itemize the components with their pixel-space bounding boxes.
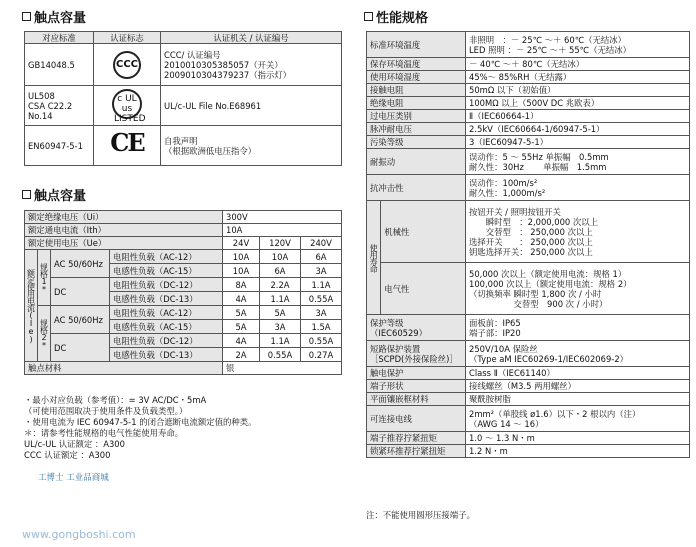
cert-line: CCC/ 认证编号 bbox=[164, 49, 221, 60]
value-cell: 2A bbox=[223, 348, 260, 362]
spec-line: 端子部：IP20 bbox=[469, 327, 521, 338]
spec-value: 1.2 N・m bbox=[466, 445, 690, 458]
spec-line: 选择开关 ： 250,000 次以上 bbox=[469, 236, 593, 247]
spec-line: （Type aM IEC60269-1/IEC602069-2） bbox=[469, 353, 629, 364]
spec-line: （切换频率 瞬时型 1,800 次 / 小时 bbox=[469, 288, 602, 299]
cert-header-mark: 认证标志 bbox=[94, 32, 161, 44]
spec-value: 45%～ 85%RH（无结露） bbox=[466, 71, 690, 84]
spec-value: 2.5kV（IEC60664-1/60947-5-1） bbox=[466, 123, 690, 136]
square-bullet-icon bbox=[22, 190, 31, 199]
dc-label: DC bbox=[51, 278, 110, 306]
load-type: 电阻性负载（AC-12） bbox=[110, 306, 223, 320]
value-cell: 10A bbox=[223, 264, 260, 278]
cert-row bbox=[25, 44, 342, 86]
rated-voltage-label: 额定使用电压（Ue） bbox=[25, 237, 223, 250]
spec-key: 过电压类别 bbox=[367, 110, 466, 123]
load-type: 电感性负载（DC-13） bbox=[110, 292, 223, 306]
spec-key: 耐振动 bbox=[367, 149, 466, 175]
ul-listed-mark-icon: c UL us LISTED bbox=[112, 89, 142, 119]
spec-value: 50mΩ 以下（初始值） bbox=[466, 84, 690, 97]
spec-key: 锁紧环推荐拧紧扭矩 bbox=[367, 445, 466, 458]
spec-key: 保护等级 bbox=[370, 317, 404, 328]
cert-line: 2010010305385057（开关） bbox=[164, 59, 283, 70]
voltage-24: 24V bbox=[223, 237, 260, 250]
spec-key: 绝缘电阻 bbox=[367, 97, 466, 110]
spec-value: 接线螺丝（M3.5 两用螺丝） bbox=[466, 380, 690, 393]
spec-key: 端子推荐拧紧扭矩 bbox=[367, 432, 466, 445]
value-cell: 1.1A bbox=[301, 278, 342, 292]
value-cell: 6A bbox=[301, 250, 342, 264]
cert-header-org: 认证机关 / 认证编号 bbox=[161, 32, 342, 44]
spec-line: 100,000 次以上（额定使用电流：规格 2） bbox=[469, 278, 632, 289]
spec-line: 交替型 ： 250,000 次以上 bbox=[469, 226, 593, 237]
section-title-contact-capacity bbox=[22, 7, 86, 26]
footnote: 注：不能使用圆形压接端子。 bbox=[366, 510, 475, 520]
spec-key: 污染等级 bbox=[367, 136, 466, 149]
value-cell: 6A bbox=[260, 264, 301, 278]
load-type: 电感性负载（DC-13） bbox=[110, 348, 223, 362]
load-type: 电阻性负载（DC-12） bbox=[110, 334, 223, 348]
cert-row bbox=[25, 126, 342, 166]
rated-current-value: 10A bbox=[223, 224, 342, 237]
value-cell: 10A bbox=[223, 250, 260, 264]
cert-std: UL508 bbox=[28, 90, 55, 101]
contact-material-label: 触点材料 bbox=[25, 362, 223, 375]
section-title-text: 触点容量 bbox=[34, 189, 87, 204]
cert-std: EN60947-5-1 bbox=[25, 126, 94, 166]
spec2-label: 规格2* bbox=[38, 306, 51, 362]
value-cell: 2.2A bbox=[260, 278, 301, 292]
rated-use-current-label: 额定使用电流(Ie) bbox=[25, 250, 38, 362]
spec-line: 误动作：100m/s² bbox=[469, 177, 538, 188]
spec-key: 接触电阻 bbox=[367, 84, 466, 97]
rated-current-label: 额定通电电流（Ith） bbox=[25, 224, 223, 237]
spec-key: 可连接电线 bbox=[367, 406, 466, 432]
spec1-label: 规格1* bbox=[38, 250, 51, 306]
cert-std: CSA C22.2 No.14 bbox=[28, 100, 73, 121]
spec-line: 2mm²（单股线 ø1.6）以下・2 根以内（注） bbox=[469, 408, 641, 419]
value-cell: 4A bbox=[223, 334, 260, 348]
watermark: 工博士 工业品商城 bbox=[38, 473, 109, 483]
notes-block bbox=[24, 395, 344, 461]
section-title-contact-capacity-2 bbox=[22, 185, 86, 204]
voltage-240: 240V bbox=[301, 237, 342, 250]
rated-insulation-value: 300V bbox=[223, 211, 342, 224]
spec-value: Ⅱ（IEC60664-1） bbox=[466, 110, 690, 123]
spec-key: （IEC60529） bbox=[370, 327, 428, 338]
spec-line: 耐久性：1,000m/s² bbox=[469, 187, 546, 198]
spec-key: 短路保护装置 bbox=[370, 343, 421, 354]
spec-line: 钥匙选择开关： 250,000 次以上 bbox=[469, 246, 593, 257]
ac-label: AC 50/60Hz bbox=[51, 250, 110, 278]
spec-line: 交替型 900 次 / 小时） bbox=[469, 298, 608, 309]
value-cell: 5A bbox=[223, 320, 260, 334]
spec-value: 100MΩ 以上（500V DC 兆欧表） bbox=[466, 97, 690, 110]
rated-insulation-label: 额定绝缘电压（Ui） bbox=[25, 211, 223, 224]
value-cell: 5A bbox=[223, 306, 260, 320]
value-cell: 0.55A bbox=[301, 334, 342, 348]
spec-line: 250V/10A 保险丝 bbox=[469, 343, 538, 354]
spec-line: 误动作：5 ～ 55Hz 单振幅 0.5mm bbox=[469, 151, 609, 162]
note-line: ・最小对应负载（参考值）：= 3V AC/DC・5mA bbox=[24, 395, 207, 405]
value-cell: 1.5A bbox=[301, 320, 342, 334]
ce-mark-icon: CE bbox=[110, 128, 144, 157]
section-title-performance bbox=[364, 7, 428, 26]
contact-capacity-table bbox=[24, 210, 342, 375]
spec-key: 保存环境温度 bbox=[367, 58, 466, 71]
load-type: 电阻性负载（DC-12） bbox=[110, 278, 223, 292]
cert-header-std: 对应标准 bbox=[25, 32, 94, 44]
spec-value: － 40℃ ～＋ 80℃（无结冰） bbox=[466, 58, 690, 71]
certification-table bbox=[24, 31, 342, 166]
spec-line: 50,000 次以上（额定使用电流：规格 1） bbox=[469, 268, 627, 279]
note-line: UL/c-UL 认证额定 ：A300 bbox=[24, 439, 125, 449]
section-title-text: 触点容量 bbox=[34, 11, 87, 26]
spec-line: （AWG 14 ～ 16） bbox=[469, 418, 544, 429]
spec-line: 瞬时型 ：2,000,000 次以上 bbox=[469, 216, 599, 227]
value-cell: 4A bbox=[223, 292, 260, 306]
spec-line: 面板前：IP65 bbox=[469, 317, 521, 328]
ac-label: AC 50/60Hz bbox=[51, 306, 110, 334]
load-type: 电感性负载（AC-15） bbox=[110, 264, 223, 278]
ccc-mark-icon: CCC bbox=[113, 51, 141, 79]
spec-key: 使用环境湿度 bbox=[367, 71, 466, 84]
watermark-url: www.gongboshi.com bbox=[22, 528, 136, 541]
ccc-logo bbox=[94, 44, 161, 86]
spec-line: 按钮开关 / 照明按钮开关 bbox=[469, 206, 561, 217]
note-line: （可使用范围取决于使用条件及负载类型。） bbox=[24, 406, 188, 416]
value-cell: 3A bbox=[260, 320, 301, 334]
cert-line: UL/c-UL File No.E68961 bbox=[161, 86, 342, 126]
value-cell: 5A bbox=[260, 306, 301, 320]
value-cell: 1.1A bbox=[260, 292, 301, 306]
life-label: 使用寿命 bbox=[367, 201, 381, 315]
spec-line: 耐久性：30Hz 单振幅 1.5mm bbox=[469, 161, 607, 172]
voltage-120: 120V bbox=[260, 237, 301, 250]
spec-key: 端子形状 bbox=[367, 380, 466, 393]
value-cell: 1.1A bbox=[260, 334, 301, 348]
load-type: 电感性负载（AC-15） bbox=[110, 320, 223, 334]
spec-value: 1.0 ～ 1.3 N・m bbox=[466, 432, 690, 445]
spec-key: 电气性 bbox=[381, 263, 466, 315]
value-cell: 8A bbox=[223, 278, 260, 292]
performance-table bbox=[366, 31, 690, 458]
cert-line: （根据欧洲低电压指令） bbox=[164, 145, 257, 156]
spec-value: Class Ⅱ（IEC61140） bbox=[466, 367, 690, 380]
spec-key: 标准环境温度 bbox=[367, 32, 466, 58]
spec-key: 平面镶嵌框材料 bbox=[367, 393, 466, 406]
value-cell: 3A bbox=[301, 264, 342, 278]
contact-material-value: 银 bbox=[223, 362, 342, 375]
load-type: 电阻性负载（AC-12） bbox=[110, 250, 223, 264]
spec-key: 触电保护 bbox=[367, 367, 466, 380]
value-cell: 3A bbox=[301, 306, 342, 320]
cert-line: 自我声明 bbox=[164, 135, 198, 146]
value-cell: 10A bbox=[260, 250, 301, 264]
spec-value: 聚酰胺树脂 bbox=[466, 393, 690, 406]
note-line: CCC 认证额定 ：A300 bbox=[24, 450, 111, 460]
value-cell: 0.55A bbox=[260, 348, 301, 362]
square-bullet-icon bbox=[22, 12, 31, 21]
value-cell: 0.55A bbox=[301, 292, 342, 306]
square-bullet-icon bbox=[364, 12, 373, 21]
dc-label: DC bbox=[51, 334, 110, 362]
cert-line: 2009010304379237（指示灯） bbox=[164, 69, 292, 80]
note-line: ・使用电流为 IEC 60947-5-1 的闭合遮断电流额定值的种类。 bbox=[24, 417, 257, 427]
section-title-text: 性能规格 bbox=[376, 11, 429, 26]
spec-key: ［SCPD(外接保险丝)］ bbox=[370, 353, 458, 364]
spec-key: 机械性 bbox=[381, 201, 466, 263]
spec-value: 3（IEC60947-5-1） bbox=[466, 136, 690, 149]
spec-line: LED 照明 ：－ 25℃ ～＋ 55℃（无结冰） bbox=[469, 44, 631, 55]
spec-line: 非照明 ：－ 25℃ ～＋ 60℃（无结冰） bbox=[469, 34, 626, 45]
cert-row bbox=[25, 86, 342, 126]
spec-key: 抗冲击性 bbox=[367, 175, 466, 201]
note-line: ＊：请参考性能规格的电气性能使用寿命。 bbox=[24, 428, 184, 438]
value-cell: 0.27A bbox=[301, 348, 342, 362]
spec-key: 脉冲耐电压 bbox=[367, 123, 466, 136]
cert-std: GB14048.5 bbox=[25, 44, 94, 86]
